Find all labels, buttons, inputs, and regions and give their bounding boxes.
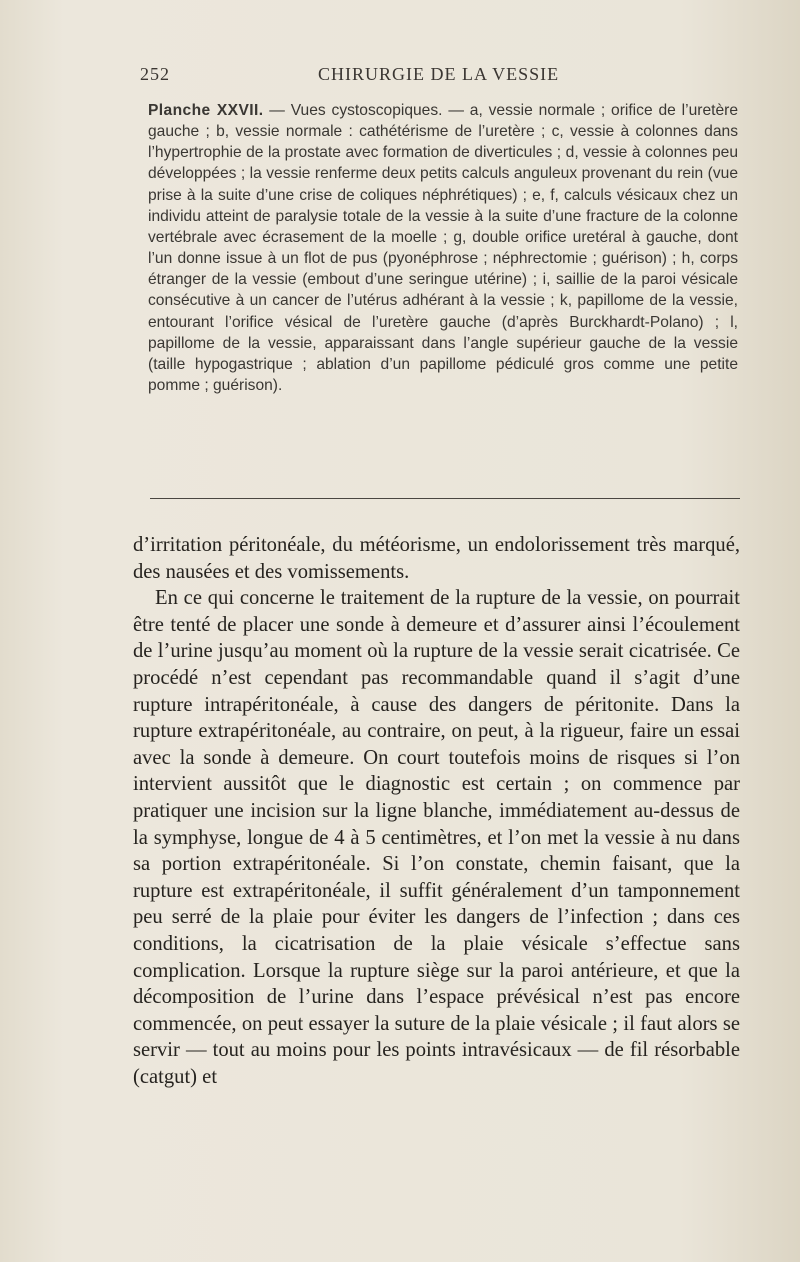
running-header (140, 64, 740, 88)
body-paragraph: En ce qui concerne le traitement de la rupture de la vessie, on pourrait être tenté de placer une sonde à demeure et d’assurer ainsi l’écoulement de l’urine jusqu’au moment où la rupture de la vessie serait cicatrisée. Ce procédé n’est cependant pas recommandable quand il s’agit d’une rupture intrapéritonéale, à cause des dangers de péritonite. Dans la rupture extrapéritonéale, au contraire, on peut, à la rigueur, faire un essai avec la sonde à demeure. On court toutefois moins de risques si l’on intervient aussitôt que le diagnostic est certain ; on commence par pratiquer une incision sur la ligne blanche, immédiatement au-dessus de la symphyse, longue de 4 à 5 centimètres, et l’on met la vessie à nu dans sa portion extrapéritonéale. Si l’on constate, chemin faisant, que la rupture est extrapéritonéale, il suffit généralement d’un tamponnement peu serré de la plaie pour éviter les dangers de l’infection ; dans ces conditions, la cicatrisation de la plaie vésicale s’effectue sans complication. Lorsque la rupture siège sur la paroi antérieure, et que la décomposition de l’urine dans l’espace prévésical n’est pas encore commencée, on peut essayer la suture de la plaie vésicale ; il faut alors se servir — tout au moins pour les points intravésicaux — de fil résorbable (catgut) et (133, 587, 740, 1088)
plate-caption-text: — Vues cystoscopiques. — a, vessie normale ; orifice de l’uretère gauche ; b, vessie normale : cathétérisme de l’uretère ; c, vessie à colonnes dans l’hypertrophie de la prostate avec formation de diverticules ; d, vessie à colonnes peu développées ; la vessie renferme deux petits calculs anguleux provenant du rein (vue prise à la suite d’une crise de coliques néphrétiques) ; e, f, calculs vésicaux chez un individu atteint de paralysie totale de la vessie à la suite d’une fracture de la colonne vertébrale avec écrasement de la moelle ; g, double orifice uretéral à gauche, dont l’un donne issue à un flot de pus (pyonéphrose ; néphrectomie ; guérison) ; h, corps étranger de la vessie (embout d’une seringue utérine) ; i, saillie de la paroi vésicale consécutive à un cancer de l’utérus adhérant à la vessie ; k, papillome de la vessie, entourant l’orifice vésical de l’uretère gauche (d’après Burckhardt-Polano) ; l, papillome de la vessie, apparaissant dans l’angle supérieur gauche de la vessie (taille hypogastrique ; ablation d’un papillome pédiculé gros comme une petite pomme ; guérison). (148, 102, 738, 395)
caption-divider (150, 498, 740, 499)
body-paragraph: d’irritation péritonéale, du météorisme, un endolorissement très marqué, des nausées et des vomissements. (133, 534, 740, 583)
body-text (133, 532, 740, 1090)
plate-caption (148, 100, 738, 396)
plate-label: Planche XXVII. (148, 102, 264, 119)
page-number: 252 (140, 64, 170, 84)
running-title: CHIRURGIE DE LA VESSIE (318, 64, 560, 84)
